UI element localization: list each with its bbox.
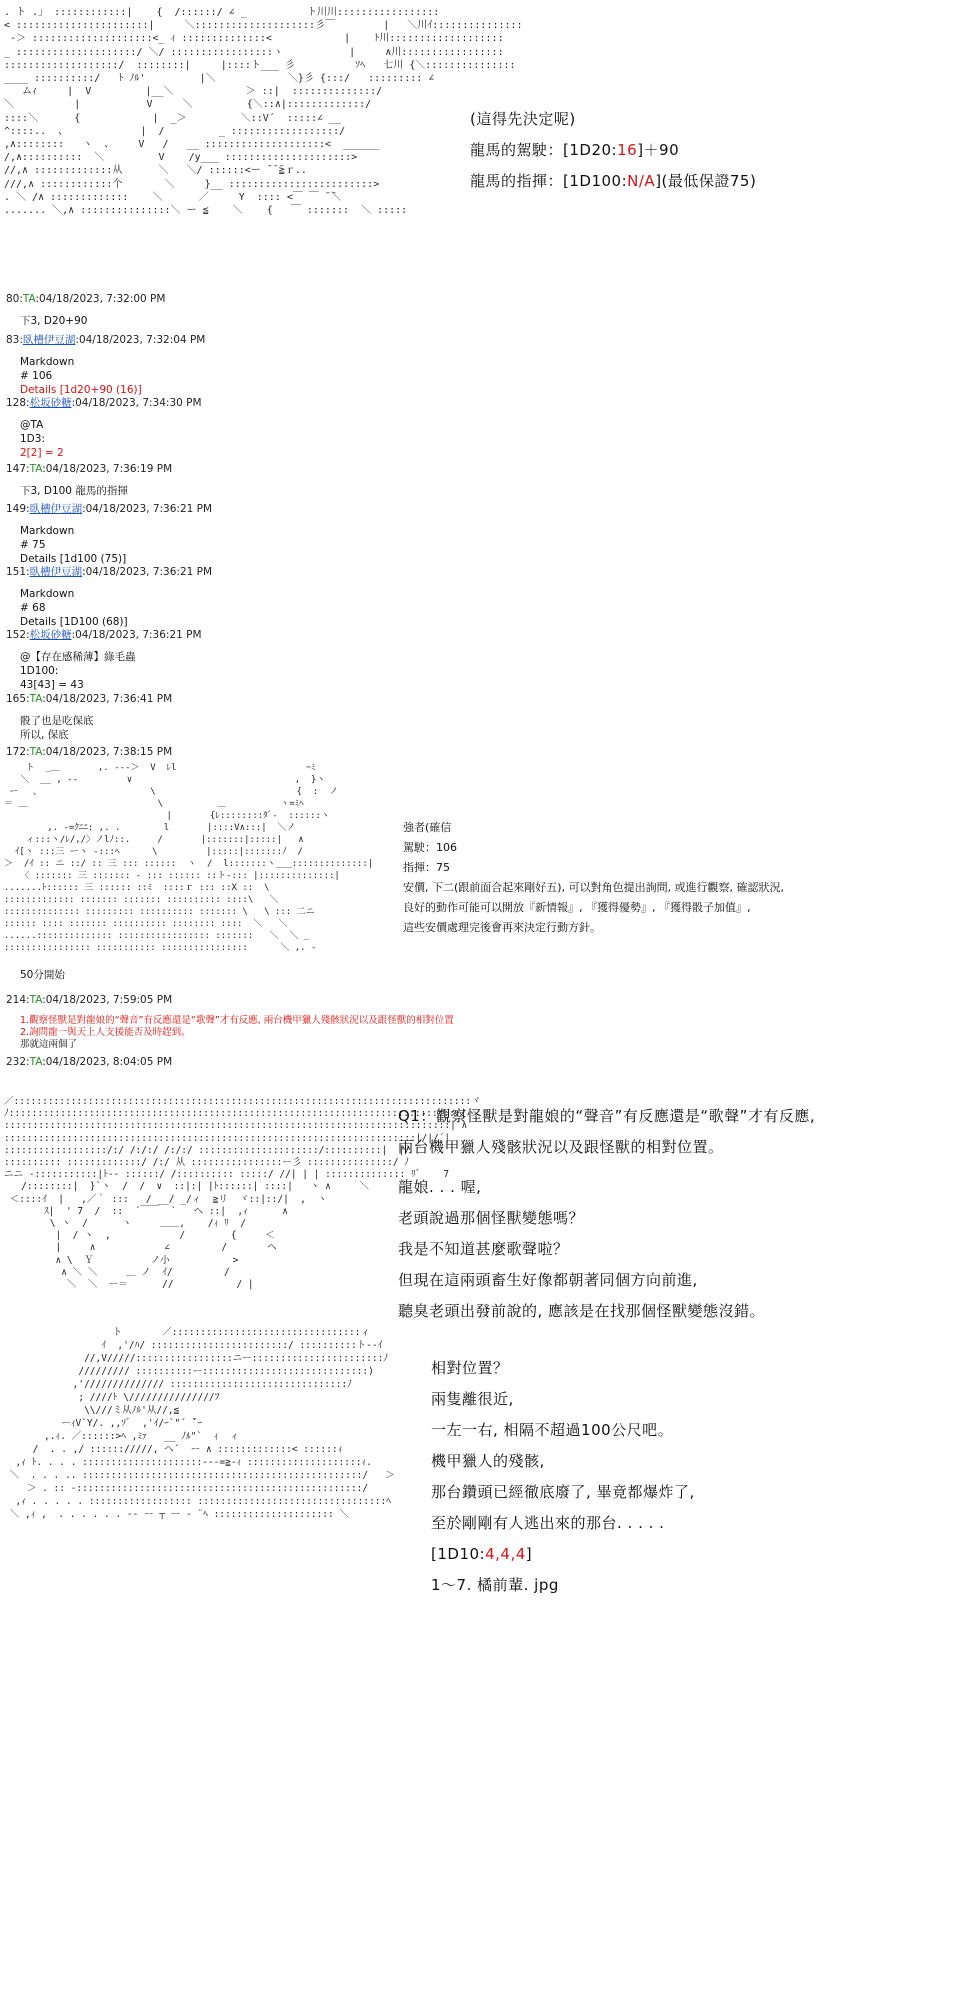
panel4-text bbox=[431, 1353, 695, 1601]
post-text: @TA bbox=[20, 419, 44, 431]
post-time: :04/18/2023, 7:36:21 PM bbox=[71, 629, 202, 641]
post-option: 2.詢問龍一與天上人支援能否及時趕到。 bbox=[20, 1027, 191, 1038]
post-text: 那就這兩個了 bbox=[20, 1039, 78, 1050]
panel2-line-5: 良好的動作可能可以開放『新情報』, 『獲得優勢』, 『獲得骰子加值』, bbox=[403, 901, 751, 914]
post-text: # 106 bbox=[20, 370, 53, 382]
post-232 bbox=[6, 1055, 172, 1069]
panel1-line-3: 龍馬的指揮：[1D100:N/A](最低保證75) bbox=[470, 172, 757, 190]
post-option: 1.觀察怪獸是對龍娘的“聲音”有反應還是“歌聲”才有反應, 兩台機甲獵人殘骸狀況以及跟怪獸的相對位置 bbox=[20, 1015, 454, 1026]
panel3-line-6: 我是不知道甚麼歌聲啦？ bbox=[398, 1240, 569, 1258]
post-number: 147: bbox=[6, 463, 30, 475]
post-author-link[interactable]: 臥槽伊豆湖 bbox=[29, 503, 83, 515]
post-author-link[interactable]: 臥槽伊豆湖 bbox=[29, 566, 83, 578]
post-152 bbox=[6, 628, 202, 692]
post-text: Markdown bbox=[20, 356, 75, 368]
post-number: 172: bbox=[6, 746, 30, 758]
ascii-art-dragon-mech: . ト .」 ::::::::::::| { /::::::/ ∠ _ ト川川::::::::::::::::: < ::::::::::::::::::::::| ＼::::::::::::::::::::彡￣ | ＼川ｲ::::::::::::::: -＞ ::::::::::::::::::::<_ ｨ ::::::::::::::< | ﾄ川::::::::::::::::::: _ ::::::::::::::::::::/ ＼/ :::::::::::::::::ヽ | ∧川::::::::::::::::: :::::::::::::::::::/ ::::::::| |::::ト___ 彡 ｿﾍ 七川 {＼::::::::::::::: ____ ::::::::::/ ﾄ ﾉﾙ' |＼ ＼}彡 {:::/ ::::::::: ∠ ムｨ | V |__＼ ＞ ::| ::::::::::::::/ ＼ | V ＼ {＼::∧|:::::::::::::/ ::::＼ { | _＞ ＼::V´ :::::∠ __ ^::::.. 、 | / _ ::::::::::::::::::/ ,∧:::::::: ヽ 、 V / __ ::::::::::::::::::::< ______ /,∧:::::::::: ＼ V /y___ :::::::::::::::::::::> //,∧ :::::::::::::从 ＼ ＼/ ::::::<ー ̄ ̄ ̄≧ｒ.. ///,∧ ::::::::::::个 ＼ }__ ::::::::::::::::::::::::> . ＼ /∧ ::::::::::::: ＼ ／ Y :::: <￣ ￣ ̄ ̄＼ ....... ＼,∧ :::::::::::::::＼ ー ≦ ＼ { ￣ ::::::: ＼ ::::: bbox=[4, 7, 523, 217]
post-number: 214: bbox=[6, 994, 30, 1006]
post-author-link[interactable]: 松坂砂糖 bbox=[29, 629, 72, 641]
panel2-line-3: 指揮：75 bbox=[403, 861, 450, 874]
panel1-line-1: (這得先決定呢) bbox=[470, 110, 576, 128]
post-dice-result: 2[2] = 2 bbox=[20, 447, 64, 459]
post-147 bbox=[6, 462, 172, 498]
post-text: @【存在感稀薄】綠毛蟲 bbox=[20, 651, 136, 663]
panel1-text bbox=[470, 104, 756, 197]
post-165 bbox=[6, 692, 172, 742]
post-time: :04/18/2023, 7:36:21 PM bbox=[82, 566, 213, 578]
post-author-link[interactable]: 松坂砂糖 bbox=[29, 397, 72, 409]
post-text: 43[43] = 43 bbox=[20, 679, 84, 691]
post-number: 152: bbox=[6, 629, 30, 641]
post-214 bbox=[6, 993, 454, 1051]
post-author[interactable]: TA bbox=[22, 293, 36, 305]
post-80 bbox=[6, 292, 165, 328]
panel3-line-2: 兩台機甲獵人殘骸狀況以及跟怪獸的相對位置。 bbox=[398, 1138, 724, 1156]
panel4-line-8: 1～7. 橘前輩. jpg bbox=[431, 1576, 559, 1594]
post-text: 下3, D100 龍馬的指揮 bbox=[20, 485, 128, 497]
post-number: 128: bbox=[6, 397, 30, 409]
panel2-text bbox=[403, 818, 784, 938]
post-number: 165: bbox=[6, 693, 30, 705]
post-text: Markdown bbox=[20, 525, 75, 537]
relative-roll: 4,4,4 bbox=[485, 1545, 526, 1563]
panel3-line-8: 聽臭老頭出發前說的, 應該是在找那個怪獸變態沒錯。 bbox=[398, 1302, 766, 1320]
post-text: Markdown bbox=[20, 588, 75, 600]
panel1-line-2: 龍馬的駕駛：[1D20:16]＋90 bbox=[470, 141, 680, 159]
panel2-line-1: 強者(確信 bbox=[403, 821, 452, 834]
post-time: :04/18/2023, 7:36:21 PM bbox=[82, 503, 213, 515]
post-text: 1D100: bbox=[20, 665, 59, 677]
post-dice-result: Details [1d20+90 (16)] bbox=[20, 384, 142, 396]
post-author[interactable]: TA bbox=[29, 746, 43, 758]
post-text: # 75 bbox=[20, 539, 46, 551]
panel4-line-2: 兩隻離很近, bbox=[431, 1390, 514, 1408]
panel3-line-1: Q1：觀察怪獸是對龍娘的“聲音”有反應還是“歌聲”才有反應, bbox=[398, 1107, 816, 1125]
panel4-line-4: 機甲獵人的殘骸, bbox=[431, 1452, 545, 1470]
ascii-art-dragon-girl: ／::::::::::::::::::::::::::::::::::::::::::::::::::::::::::::::::::::::::::::::::ヾ ﾉ:::::::::::::::::::::::::::::::::::::::::::::::::::::::::::::::::::::::::::::::| ::::::::::::::::::::::::::::::::::::::::::::::::::::::::::::::::::::::::::::::| ∧ ::::::::::::::::::::::::::::::::::::::::::::::::::::::::::::::::::::::::|/|/´| ::::::::::::::::::/:/ /:/:/ /:/:/ :::::::::::::::::::::/::::::::::| |/ :::::::::: :::::::::::::/ /:/ 从 ::::::::::::::::ー彡 :::::::::::::::/ ﾉ ニニ -:::::::::::|ﾄ-- ::::::/ /:::::::::: :::::/ //| | | :::::::::::::: ﾘﾞ 7 /::::::::| }`ヽ / / ∨ ::|:| |ﾄ::::::| ::::| ヽ ∧ ＼ ＜::::ｲ | ,／｀ ::: / __/ _/ィ ≧リ ヾ::|::/| , ヽ ｽ| ' 7 / :: ´￣￣ ` ヘ ::| ,ｨ ∧ \ ヽ / ヽ ＿＿, /ｨ ﾘ / | / ヽ , / { ＜ | ∧ ∠ / ヘ ∧ \ Ｙ ノ小 > ∧ ＼ ＼ ＿ ノ ｲ/ / ＼ ＼ ー＝ // / | bbox=[4, 1096, 481, 1291]
panel4-line-1: 相對位置？ bbox=[431, 1359, 509, 1377]
post-author-link[interactable]: 臥槽伊豆湖 bbox=[22, 334, 76, 346]
panel2-line-6: 這些安價處理完後會再來決定行動方針。 bbox=[403, 921, 601, 934]
post-number: 232: bbox=[6, 1056, 30, 1068]
post-text: 1D3: bbox=[20, 433, 45, 445]
post-author[interactable]: TA bbox=[29, 463, 43, 475]
driving-roll: 16 bbox=[617, 141, 638, 159]
post-time: :04/18/2023, 7:59:05 PM bbox=[42, 994, 173, 1006]
post-time: :04/18/2023, 7:34:30 PM bbox=[71, 397, 202, 409]
panel3-text bbox=[398, 1101, 815, 1327]
panel4-line-7: [1D10:4,4,4] bbox=[431, 1545, 533, 1563]
panel2-line-2: 駕駛：106 bbox=[403, 841, 457, 854]
post-151 bbox=[6, 565, 212, 629]
panel2-line-4: 安價, 下二(跟前面合起來剛好五), 可以對角色提出詢問, 或進行觀察, 確認狀況, bbox=[403, 881, 785, 894]
post-text: Details [1d100 (75)] bbox=[20, 553, 127, 565]
post-time: :04/18/2023, 7:38:15 PM bbox=[42, 746, 173, 758]
post-author[interactable]: TA bbox=[29, 693, 43, 705]
post-time: :04/18/2023, 8:04:05 PM bbox=[42, 1056, 173, 1068]
post-text: 下3, D20+90 bbox=[20, 315, 88, 327]
post-number: 80: bbox=[6, 293, 23, 305]
post-149 bbox=[6, 502, 212, 566]
ascii-art-mech-wreck: ト ／:::::::::::::::::::::::::::::::::ィ ｲ ,'/ﾊ/ ::::::::::::::::::::::::/ ::::::::::ト--ｲ //,V/////:::::::::::::::::ニー:::::::::::::::::::::::ﾉ ///////// ::::::::::ー:::::::::::::::::::::::::::::) ,'////////////// :::::::::::::::::::::::::::::::ﾉ ; ////ﾄ \///////////////ﾌ \\///ミ从ﾉﾙ'从//,≦ ーｨV`Y/. ,,ｿﾞ ,'ｲ/ｰ`"´ ̄`ｰ ,.ｨ. ／::::::>ﾍ ,ﾐｧ __ ﾉﾙ"` ｨ ィ / . . ,/ :::::://///, ヘ´ ー ∧ :::::::::::::< ::::::ｨ ,ｨ ﾄ. . . . :::::::::::::::::::::---=≧-ｨ ::::::::::::::::::::ｨ. ＼ . . . .. :::::::::::::::::::::::::::::::::::::::::::::::::/ ＞ ＞ . :: ‐::::::::::::::::::::::::::::::::::::::::::::::::::/ ,ｨ . . . . . :::::::::::::::::: :::::::::::::::::::::::::::::::::ﾍ ＼ ,ｨ , . . . . . . -‐ ー ┬ ー ‐ ¨ﾍ ::::::::::::::::::::: ＼ bbox=[9, 1327, 395, 1520]
start-note bbox=[6, 968, 65, 982]
post-time: :04/18/2023, 7:32:00 PM bbox=[35, 293, 166, 305]
panel4-line-3: 一左一右, 相隔不超過100公尺吧。 bbox=[431, 1421, 674, 1439]
post-number: 83: bbox=[6, 334, 23, 346]
panel4-line-6: 至於剛剛有人逃出來的那台. . . . . bbox=[431, 1514, 665, 1532]
panel3-line-7: 但現在這兩頭畜生好像都朝著同個方向前進, bbox=[398, 1271, 698, 1289]
panel3-line-4: 龍娘. . . 喔, bbox=[398, 1178, 482, 1196]
post-number: 149: bbox=[6, 503, 30, 515]
post-172 bbox=[6, 745, 172, 759]
post-text: 所以, 保底 bbox=[20, 729, 69, 741]
post-text: # 68 bbox=[20, 602, 46, 614]
post-text: 50分開始 bbox=[20, 969, 65, 981]
panel3-spacer bbox=[398, 1163, 815, 1172]
post-number: 151: bbox=[6, 566, 30, 578]
ascii-art-mech-and-monster: ト _＿ ,. -‐-＞ V ﾚl ｰﾐ ＼ __ , -‐ ∨ , }ヽ ー 、 \ { : ノ ＝ ＿ \ ＿ ヽ=ﾐﾍ | {ﾚ::::::::ﾀﾞ- ::::::ヽ ,. -=ｸﾆﾆ: ,. . l |::::V∧:::| ＼ノ ィ:::ヽ/ﾚ/,/〉ノlﾉ::. / |:::::::|:::::| ∧ ｲ[ヽ :::三 ーヽ -:::ﾍ \ |:::::|:::::::ﾉ / ＞ /ｲ :: ニ ::/ :: 三 ::: :::::: ヽ / l:::::::ヽ___::::::::::::::| 〈 ::::::: 三 ::::::: - ::: :::::: ::ト-::: |::::::::::::::| .......ﾄ:::::: 三 :::::: ::ﾐ ::::ｒ ::: ::X :: \ ::::::::::::: ::::::: ::::::: :::::::::: ::::\ ＼ :::::::::::::: ::::::::: :::::::::: ::::::: \ \ ::: 二ニ :::::: :::: ::::::: :::::::::: :::::::: :::: ＼ ＼ ......:::::::::::::: ::::::::::::::::: ::::::: ＼ ＼ _ :::::::::::::::: ::::::::::: :::::::::::::::: ＼ ,. - bbox=[4, 763, 374, 953]
panel4-line-5: 那台鑽頭已經徹底廢了, 畢竟都爆炸了, bbox=[431, 1483, 695, 1501]
panel3-line-5: 老頭說過那個怪獸變態嗎？ bbox=[398, 1209, 585, 1227]
command-roll: N/A bbox=[627, 172, 656, 190]
post-text: 骰了也是吃保底 bbox=[20, 715, 94, 727]
post-83 bbox=[6, 333, 205, 397]
post-time: :04/18/2023, 7:36:19 PM bbox=[42, 463, 173, 475]
post-time: :04/18/2023, 7:32:04 PM bbox=[75, 334, 206, 346]
post-text: Details [1D100 (68)] bbox=[20, 616, 128, 628]
post-author[interactable]: TA bbox=[29, 1056, 43, 1068]
post-time: :04/18/2023, 7:36:41 PM bbox=[42, 693, 173, 705]
post-128 bbox=[6, 396, 202, 460]
post-author[interactable]: TA bbox=[29, 994, 43, 1006]
